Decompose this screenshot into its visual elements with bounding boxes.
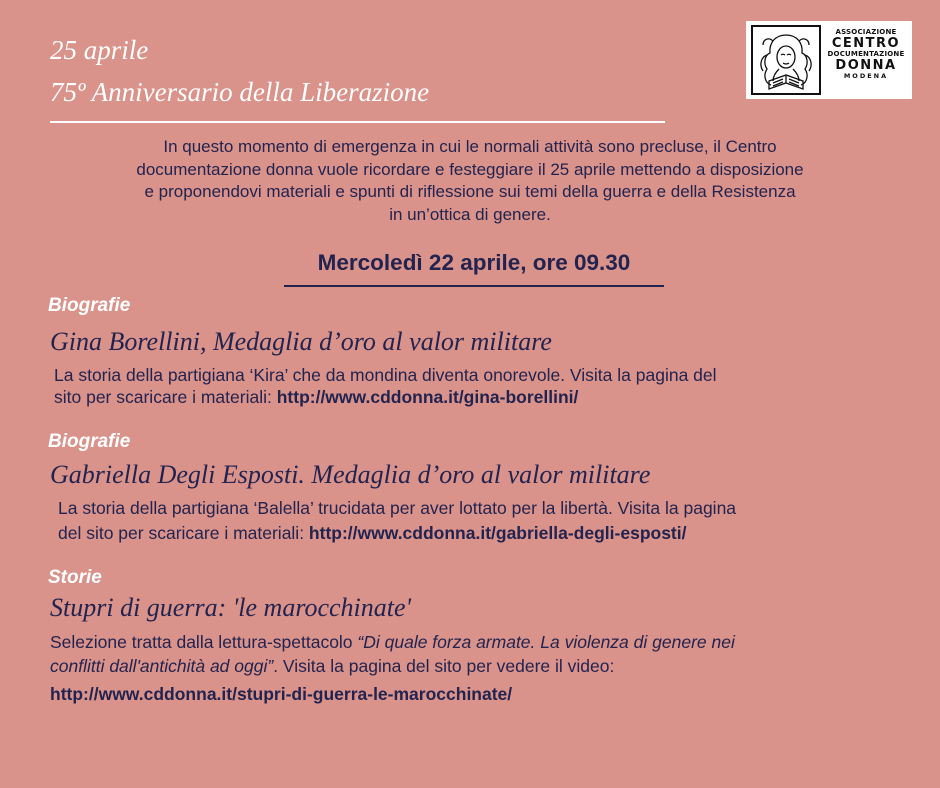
woman-reading-emblem-icon (751, 25, 821, 95)
entry-description-text: Selezione tratta dalla lettura-spettacolo (50, 632, 358, 652)
entry-description-line (50, 684, 512, 705)
header-title: 75º Anniversario della Liberazione (50, 77, 430, 107)
entry-title: Gabriella Degli Esposti. Medaglia d’oro al valor militare (50, 460, 651, 489)
logo-text-donna: DONNA (835, 58, 897, 73)
event-date-underline (284, 285, 664, 287)
entry-description-text: . Visita la pagina del sito per vedere il video: (273, 656, 615, 676)
intro-line: In questo momento di emergenza in cui le normali attività sono precluse, il Centro (163, 137, 777, 156)
intro-line: in un’ottica di genere. (389, 204, 551, 224)
entry-title: Gina Borellini, Medaglia d’oro al valor militare (50, 327, 552, 356)
entry-link[interactable]: http://www.cddonna.it/gabriella-degli-esposti/ (308, 523, 687, 543)
entry-description-line (50, 656, 614, 677)
entry-description-line (50, 632, 735, 653)
entry-description-line (54, 387, 578, 408)
logo-text-centro: CENTRO (831, 36, 901, 51)
logo-text-associazione: ASSOCIAZIONE (835, 28, 897, 36)
header-divider (50, 121, 665, 123)
entry-title: Stupri di guerra: 'le marocchinate' (50, 593, 412, 622)
entry-category: Biografie (48, 431, 131, 452)
entry-description-line: La storia della partigiana ‘Kira’ che da mondina diventa onorevole. Visita la pagina del (54, 365, 717, 385)
entry-description-text: del sito per scaricare i materiali: (58, 523, 309, 543)
event-date: Mercoledì 22 aprile, ore 09.30 (317, 250, 631, 275)
entry-category: Storie (48, 567, 102, 588)
entry-category: Biografie (48, 295, 131, 316)
intro-line: documentazione donna vuole ricordare e festeggiare il 25 aprile mettendo a disposizione (136, 159, 804, 179)
entry-description-text: sito per scaricare i materiali: (54, 387, 277, 407)
logo-text-modena: MODENA (843, 72, 889, 80)
intro-paragraph (40, 136, 900, 226)
association-logo (746, 21, 912, 99)
entry-description-line (58, 523, 686, 544)
entry-link[interactable]: http://www.cddonna.it/gina-borellini/ (276, 387, 579, 407)
entry-description-italic: “Di quale forza armate. La violenza di genere nei (357, 632, 735, 652)
entry-description-italic: conflitti dall'antichità ad oggi” (50, 656, 274, 676)
entry-description-line: La storia della partigiana ‘Balella’ trucidata per aver lottato per la libertà. Visita la pagina (58, 498, 737, 518)
entry-link[interactable]: http://www.cddonna.it/stupri-di-guerra-le-marocchinate/ (50, 684, 513, 704)
intro-line: e proponendovi materiali e spunti di riflessione sui temi della guerra e della Resistenza (144, 182, 796, 201)
logo-text-documentazione: DOCUMENTAZIONE (827, 50, 905, 58)
header-date: 25 aprile (50, 35, 149, 65)
